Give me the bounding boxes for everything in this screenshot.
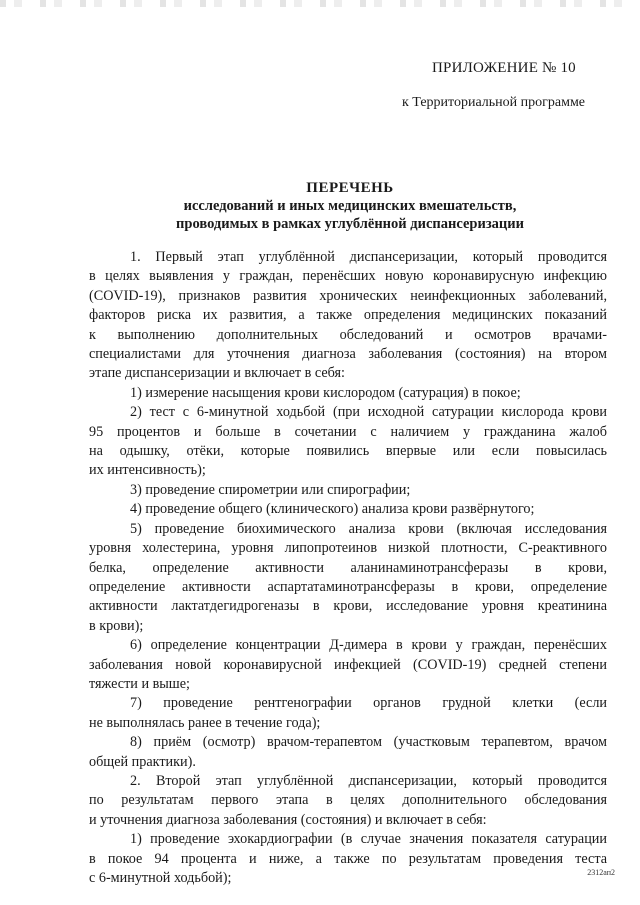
text-line: активности лактатдегидрогеназы в крови, исследование уровня креатинина (89, 598, 607, 615)
annex-reference: к Территориальной программе (402, 95, 586, 110)
scan-edge-artifact (0, 0, 640, 7)
text-line: 95 процентов и больше в сочетании с наличием у гражданина жалоб (89, 423, 607, 440)
list-item: 5) проведение биохимического анализа крови (включая исследования (130, 520, 607, 537)
list-item: 1) измерение насыщения крови кислородом (сатурация) в покое; (130, 384, 521, 401)
text-line: заболевания новой коронавирусной инфекцией (COVID-19) средней степени (89, 656, 607, 673)
text-line: (COVID-19), признаков развития хронических неинфекционных заболеваний, (89, 287, 607, 304)
text-line: уровня холестерина, уровня липопротеинов низкой плотности, С-реактивного (89, 540, 607, 557)
document-title (60, 179, 640, 233)
title-line-2: исследований и иных медицинских вмешательств, (183, 198, 517, 214)
text-line: в целях выявления у граждан, перенёсших новую коронавирусную инфекцию (89, 268, 607, 285)
title-line-3: проводимых в рамках углублённой диспансеризации (176, 216, 524, 232)
list-item: 2) тест с 6-минутной ходьбой (при исходной сатурации кислорода крови (130, 404, 607, 421)
list-item: 6) определение концентрации Д-димера в крови у граждан, перенёсших (130, 637, 607, 654)
text-line: 1. Первый этап углублённой диспансеризации, который проводится (130, 249, 607, 265)
list-item: 4) проведение общего (клинического) анализа крови развёрнутого; (130, 501, 535, 518)
text-line: белка, определение активности аланинаминотрансферазы в крови, (89, 559, 607, 576)
list-item: 7) проведение рентгенографии органов грудной клетки (если (130, 695, 607, 712)
page-code: 2312ап2 (587, 868, 615, 877)
list-item: 1) проведение эхокардиографии (в случае значения показателя сатурации (130, 831, 607, 848)
text-line: в крови); (89, 617, 144, 634)
text-line: с 6-минутной ходьбой); (89, 870, 232, 886)
document-body (89, 248, 607, 888)
text-line: специалистами для уточнения диагноза заболевания (состояния) на втором (89, 346, 607, 363)
text-line: общей практики). (89, 753, 196, 770)
text-line: их интенсивность); (89, 462, 206, 479)
text-line: не выполнялась ранее в течение года); (89, 714, 321, 731)
text-line: на одышку, отёки, которые появились впервые или если повысилась (89, 443, 607, 460)
text-line: определение активности аспартатаминотрансферазы в крови, определение (89, 578, 607, 595)
list-item: 8) приём (осмотр) врачом-терапевтом (участковым терапевтом, врачом (130, 734, 607, 751)
text-line: факторов риска их развития, а также определения медицинских показаний (89, 307, 607, 324)
text-line: к выполнению дополнительных обследований и осмотров врачами- (89, 326, 607, 343)
annex-number: ПРИЛОЖЕНИЕ № 10 (432, 60, 576, 76)
text-line: этапе диспансеризации и включает в себя: (89, 365, 345, 382)
list-item: 3) проведение спирометрии или спирографии; (130, 481, 411, 498)
text-line: в покое 94 процента и ниже, а также по результатам проведения теста (89, 850, 607, 867)
text-line: тяжести и выше; (89, 675, 190, 692)
text-line: по результатам первого этапа в целях дополнительного обследования (89, 792, 607, 809)
text-line: 2. Второй этап углублённой диспансеризации, который проводится (130, 772, 607, 789)
text-line: и уточнения диагноза заболевания (состояния) и включает в себя: (89, 811, 487, 828)
title-line-1: ПЕРЕЧЕНЬ (306, 180, 394, 196)
